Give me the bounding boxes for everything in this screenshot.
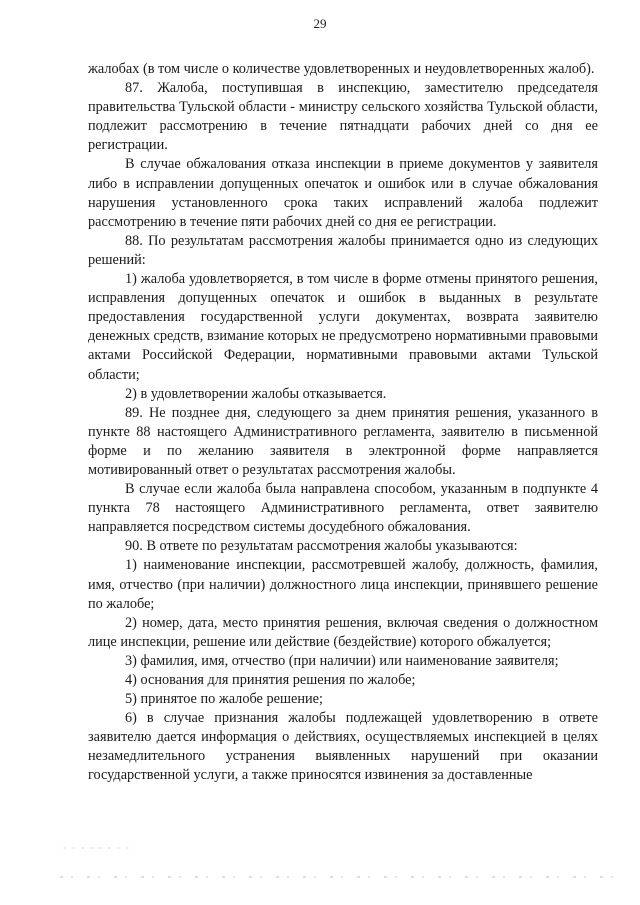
paragraph: 87. Жалоба, поступившая в инспекцию, заместителю председателя правительства Тульской области - министру сельского хозяйства Тульской области, подлежит рассмотрению в течение пятнадцати рабочих дней со дня ее регистрации.	[88, 80, 598, 154]
paragraph: 1) жалоба удовлетворяется, в том числе в форме отмены принятого решения, исправления допущенных опечаток и ошибок в выданных в результате предоставления государственной услуги документах, возврата заявителю денежных средств, взимание которых не предусмотрено нормативными правовыми актами Российской Федерации, нормативными правовыми актами Тульской области;	[88, 271, 598, 383]
paragraph: 3) фамилия, имя, отчество (при наличии) или наименование заявителя;	[125, 652, 559, 669]
paragraph: 5) принятое по жалобе решение;	[125, 691, 323, 708]
paragraph: жалобах (в том числе о количестве удовлетворенных и неудовлетворенных жалоб).	[88, 61, 595, 77]
paragraph: 6) в случае признания жалобы подлежащей удовлетворению в ответе заявителю дается информация о действиях, осуществляемых инспекцией в целях незамедлительного устранения выявленных нарушений при оказании государственной услуги, а также приносятся извинения за доставленные	[88, 710, 598, 784]
paragraph: 89. Не позднее дня, следующего за днем принятия решения, указанного в пункте 88 настоящего Административного регламента, заявителю в письменной форме и по желанию заявителя в электронной форме направляется мотивированный ответ о результатах рассмотрения жалобы.	[88, 404, 598, 478]
paragraph: В случае обжалования отказа инспекции в приеме документов у заявителя либо в исправлении допущенных опечаток и ошибок или в случае обжалования нарушения установленного срока таких исправлений жалоба подлежит рассмотрению в течение пяти рабочих дней со дня ее регистрации.	[88, 156, 598, 230]
scan-artifact	[60, 845, 130, 851]
paragraph: 90. В ответе по результатам рассмотрения жалобы указываются:	[125, 538, 518, 555]
document-body	[88, 60, 598, 786]
scan-artifact-line	[60, 876, 620, 878]
page-number: 29	[313, 16, 327, 31]
paragraph: 4) основания для принятия решения по жалобе;	[125, 672, 416, 688]
paragraph: 88. По результатам рассмотрения жалобы принимается одно из следующих решений:	[88, 232, 598, 268]
paragraph: 2) в удовлетворении жалобы отказывается.	[125, 385, 387, 402]
paragraph: В случае если жалоба была направлена способом, указанным в подпункте 4 пункта 78 настоящего Административного регламента, ответ заявителю направляется посредством системы досудебного обжалования.	[88, 481, 598, 536]
paragraph: 2) номер, дата, место принятия решения, включая сведения о должностном лице инспекции, решение или действие (бездействие) которого обжалуется;	[88, 614, 598, 650]
paragraph: 1) наименование инспекции, рассмотревшей жалобу, должность, фамилия, имя, отчество (при наличии) должностного лица инспекции, принявшего решение по жалобе;	[88, 557, 598, 612]
